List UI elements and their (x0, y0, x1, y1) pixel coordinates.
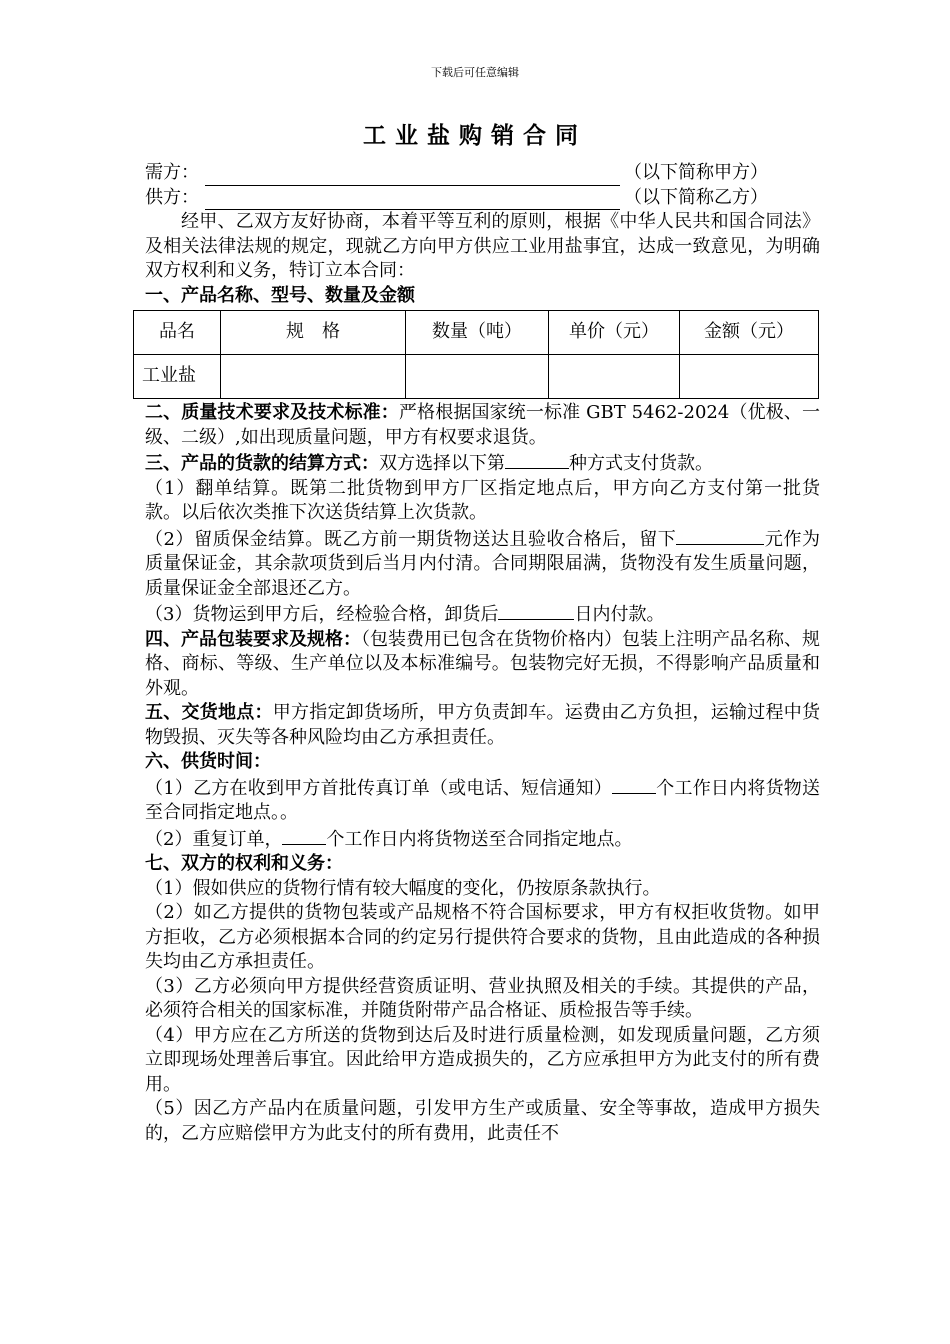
table-header-row (134, 311, 819, 355)
table-cell[interactable] (221, 355, 406, 399)
section-3 (145, 450, 820, 477)
section-7-item: （1）假如供应的货物行情有较大幅度的变化，仍按原条款执行。 (145, 877, 661, 899)
section-3-text-a: 双方选择以下第 (379, 453, 505, 474)
section-2 (145, 401, 820, 450)
table-cell: 工业盐 (134, 355, 221, 399)
table-header-cell: 品名 (134, 311, 221, 355)
repeat-order-days-blank[interactable] (282, 826, 326, 845)
section-7-item: （2）如乙方提供的货物包装或产品规格不符合国标要求，甲方有权拒收货物。如甲方拒收，乙方必须根据本合同的约定另行提供符合要求的货物，且由此造成的各种损失均由乙方承担责任。 (145, 902, 820, 972)
section-3-item-3-b: 日内付款。 (574, 604, 665, 625)
section-2-heading: 二、质量技术要求及技术标准： (145, 402, 399, 423)
section-4 (145, 628, 820, 702)
section-3-text-b: 种方式支付货款。 (569, 453, 713, 474)
contract-body (142, 161, 821, 1146)
intro-paragraph: 经甲、乙双方友好协商，本着平等互利的原则，根据《中华人民共和国合同法》及相关法律法规的规定，现就乙方向甲方供应工业用盐事宜，达成一致意见，为明确双方权利和义务，特订立本合同： (145, 211, 820, 281)
table-row (134, 355, 819, 399)
table-header-cell: 数量（吨） (406, 311, 549, 355)
buyer-label: 需方： (145, 162, 199, 183)
document-title: 工业盐购销合同 (363, 122, 587, 149)
section-5-text: 甲方指定卸货场所，甲方负责卸车。运费由乙方负担，运输过程中货物毁损、灭失等各种风险均由乙方承担责任。 (145, 702, 820, 748)
buyer-suffix: （以下简称甲方） (624, 162, 768, 183)
section-7-heading: 七、双方的权利和义务： (145, 853, 343, 874)
seller-label: 供方： (145, 186, 199, 208)
product-table (133, 310, 819, 399)
section-4-text: （包装费用已包含在货物价格内）包装上注明产品名称、规格、商标、等级、生产单位以及本标准编号。包装物完好无损，不得影响产品质量和外观。 (145, 628, 820, 699)
section-3-item-2-b: 元作为质量保证金，其余款项货到后当月内付清。合同期限届满，货物没有发生质量问题，质量保证金全部退还乙方。 (145, 528, 821, 599)
section-5 (145, 701, 820, 750)
section-6-item-2-a: （2）重复订单， (145, 828, 283, 850)
seller-blank[interactable] (205, 190, 620, 210)
section-7-item: （4）甲方应在乙方所送的货物到达后及时进行质量检测，如发现质量问题，乙方须立即现场处理善后事宜。因此给甲方造成损失的，乙方应承担甲方为此支付的所有费用。 (145, 1024, 820, 1095)
payment-method-blank[interactable] (505, 450, 569, 469)
section-5-heading: 五、交货地点： (145, 702, 273, 723)
section-3-item-1: （1）翻单结算。既第二批货物到甲方厂区指定地点后，甲方向乙方支付第一批货款。以后依次类推下次送货结算上次货款。 (145, 477, 820, 523)
section-6-item-1 (145, 775, 820, 826)
section-3-heading: 三、产品的货款的结算方式： (145, 453, 379, 474)
table-cell[interactable] (549, 355, 680, 399)
table-cell[interactable] (680, 355, 819, 399)
first-order-days-blank[interactable] (612, 775, 656, 794)
header-note: 下载后可任意编辑 (431, 66, 519, 79)
section-1-heading: 一、产品名称、型号、数量及金额 (145, 284, 415, 306)
buyer-blank[interactable] (205, 166, 620, 186)
section-6-item-2 (145, 826, 820, 853)
section-3-item-3 (145, 601, 820, 628)
seller-line (145, 186, 820, 211)
table-cell[interactable] (406, 355, 549, 399)
payment-days-blank[interactable] (498, 601, 574, 620)
table-header-cell: 单价（元） (549, 311, 680, 355)
section-6-item-1-b: 个工作日内将货物送至合同指定地点。。 (145, 777, 821, 823)
section-2-text: 严格根据国家统一标准 GBT 5462-2024（优极、一级、二级）,如出现质量问题，甲方有权要求退货。 (145, 402, 820, 448)
section-6-item-1-a: （1）乙方在收到甲方首批传真订单（或电话、短信通知） (145, 777, 613, 799)
section-7-item: （5）因乙方产品内在质量问题，引发甲方生产或质量、安全等事故，造成甲方损失的，乙方应赔偿甲方为此支付的所有费用，此责任不 (145, 1098, 820, 1144)
deposit-blank[interactable] (676, 526, 764, 545)
table-header-cell: 规 格 (221, 311, 406, 355)
section-6-heading: 六、供货时间： (145, 751, 271, 772)
section-3-item-2-a: （2）留质保金结算。既乙方前一期货物送达且验收合格后，留下 (145, 528, 677, 550)
section-6-item-2-b: 个工作日内将货物送至合同指定地点。 (326, 828, 633, 850)
section-7-item: （3）乙方必须向甲方提供经营资质证明、营业执照及相关的手续。其提供的产品，必须符合相关的国家标准，并随货附带产品合格证、质检报告等手续。 (145, 975, 820, 1021)
section-3-item-3-a: （3）货物运到甲方后，经检验合格，卸货后 (145, 604, 499, 625)
table-header-cell: 金额（元） (680, 311, 819, 355)
section-4-heading: 四、产品包装要求及规格： (145, 628, 361, 650)
section-3-item-2 (145, 526, 820, 602)
buyer-line (145, 161, 820, 186)
seller-suffix: （以下简称乙方） (624, 186, 768, 208)
